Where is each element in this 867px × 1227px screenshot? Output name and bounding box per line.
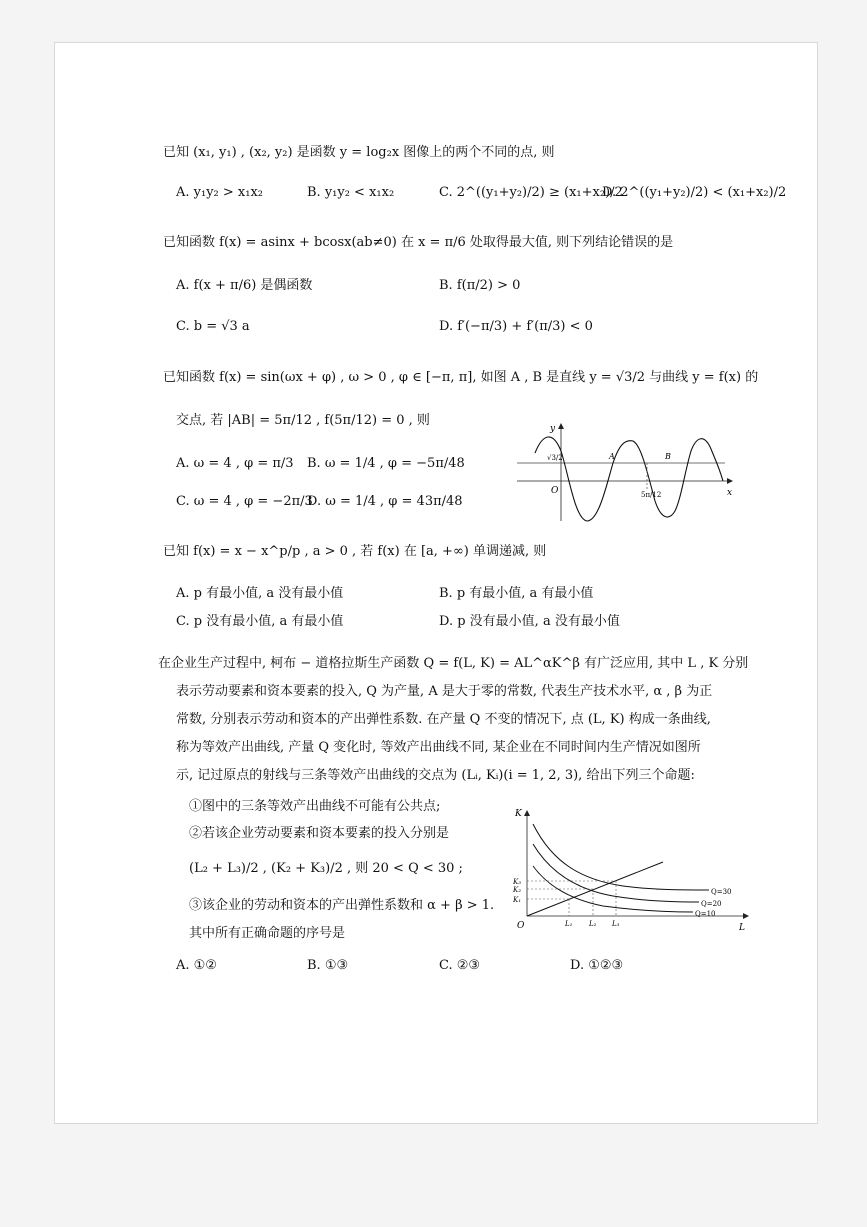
q9-option-a: A. p 有最小值, a 没有最小值 [176, 586, 344, 601]
q10-line-3: 常数, 分别表示劳动和资本的产出弹性系数. 在产量 Q 不变的情况下, 点 (L, K) 构成一条曲线, [176, 712, 711, 727]
isoquant-tick-k1: K₁ [513, 896, 522, 904]
isoquant-label-q10: Q=10 [695, 910, 716, 918]
isoquant-figure [513, 806, 753, 932]
q6-option-d: D. 2^((y₁+y₂)/2) < (x₁+x₂)/2 [602, 185, 787, 200]
q8-option-c: C. ω = 4 , φ = −2π/3 [176, 494, 313, 509]
q6-stem: 已知 (x₁, y₁) , (x₂, y₂) 是函数 y = log₂x 图像上的两个不同的点, 则 [163, 145, 555, 160]
sine-x-label: x [727, 488, 733, 498]
sine-origin-label: O [551, 486, 559, 496]
isoquant-tick-l1: L₁ [565, 920, 573, 928]
sine-graph-figure [515, 421, 740, 525]
q7-option-b: B. f(π/2) > 0 [439, 278, 521, 293]
q10-option-a: A. ①② [176, 958, 217, 973]
q8-stem-line1: 已知函数 f(x) = sin(ωx + φ) , ω > 0 , φ ∈ [−π, π], 如图 A , B 是直线 y = √3/2 与曲线 y = f(x) 的 [163, 370, 759, 385]
isoquant-k-arrow [524, 810, 530, 816]
sine-y-arrow [558, 423, 564, 429]
isoquant-origin-label: O [517, 921, 525, 931]
q10-option-b: B. ①③ [307, 958, 349, 973]
isoquant-l-arrow [743, 913, 749, 919]
isoquant-k-label: K [515, 809, 522, 819]
q6-option-c: C. 2^((y₁+y₂)/2) ≥ (x₁+x₂)/2 [439, 185, 623, 200]
isoquant-label-q20: Q=20 [701, 900, 722, 908]
q10-prompt: 其中所有正确命题的序号是 [189, 926, 346, 941]
isoquant-curve-q30 [533, 824, 709, 890]
sine-point-a-label: A [609, 452, 615, 461]
q8-option-a: A. ω = 4 , φ = π/3 [176, 456, 294, 471]
q7-stem: 已知函数 f(x) = asinx + bcosx(ab≠0) 在 x = π/6 处取得最大值, 则下列结论错误的是 [163, 235, 674, 250]
q10-statement-1: ①图中的三条等效产出曲线不可能有公共点; [189, 799, 441, 814]
q8-option-d: D. ω = 1/4 , φ = 43π/48 [307, 494, 463, 509]
q10-statement-3: ③该企业的劳动和资本的产出弹性系数和 α + β > 1. [189, 898, 495, 913]
q7-option-d: D. f′(−π/3) + f′(π/3) < 0 [439, 319, 593, 334]
q6-option-b: B. y₁y₂ < x₁x₂ [307, 185, 395, 200]
sine-point-b-label: B [665, 452, 671, 461]
isoquant-tick-l2: L₂ [589, 920, 597, 928]
q10-line-4: 称为等效产出曲线, 产量 Q 变化时, 等效产出曲线不同, 某企业在不同时间内生产情况如图所 [176, 740, 701, 755]
q10-line-1: 在企业生产过程中, 柯布 − 道格拉斯生产函数 Q = f(L, K) = AL^αK^β 有广泛应用, 其中 L , K 分别 [158, 656, 749, 671]
q10-statement-2-values: (L₂ + L₃)/2 , (K₂ + K₃)/2 , 则 20 < Q < 30 ; [189, 861, 463, 876]
q8-stem-line2: 交点, 若 |AB| = 5π/12 , f(5π/12) = 0 , 则 [176, 413, 430, 428]
q7-option-c: C. b = √3 a [176, 319, 250, 334]
q6-option-a: A. y₁y₂ > x₁x₂ [176, 185, 264, 200]
isoquant-label-q30: Q=30 [711, 888, 732, 896]
sine-curve [535, 437, 723, 521]
q10-option-c: C. ②③ [439, 958, 481, 973]
q10-line-5: 示, 记过原点的射线与三条等效产出曲线的交点为 (Lᵢ, Kᵢ)(i = 1, 2, 3), 给出下列三个命题: [176, 768, 695, 783]
q10-line-2: 表示劳动要素和资本要素的投入, Q 为产量, A 是大于零的常数, 代表生产技术水平, α , β 为正 [176, 684, 713, 699]
sine-level-label: √3/2 [547, 454, 563, 462]
isoquant-tick-k3: K₃ [513, 878, 522, 886]
q9-option-b: B. p 有最小值, a 有最小值 [439, 586, 594, 601]
q8-option-b: B. ω = 1/4 , φ = −5π/48 [307, 456, 465, 471]
exam-sheet [54, 42, 818, 1124]
sine-x-arrow [727, 478, 733, 484]
q9-option-d: D. p 没有最小值, a 没有最小值 [439, 614, 620, 629]
q9-stem: 已知 f(x) = x − x^p/p , a > 0 , 若 f(x) 在 [a, +∞) 单调递减, 则 [163, 544, 547, 559]
isoquant-tick-l3: L₃ [612, 920, 620, 928]
sine-y-label: y [550, 424, 556, 434]
sine-tick-label: 5π/12 [641, 491, 662, 499]
isoquant-l-label: L [739, 923, 745, 932]
q7-option-a: A. f(x + π/6) 是偶函数 [176, 278, 313, 293]
q10-statement-2: ②若该企业劳动要素和资本要素的投入分别是 [189, 826, 450, 841]
isoquant-tick-k2: K₂ [513, 886, 522, 894]
q10-option-d: D. ①②③ [570, 958, 624, 973]
q9-option-c: C. p 没有最小值, a 有最小值 [176, 614, 344, 629]
